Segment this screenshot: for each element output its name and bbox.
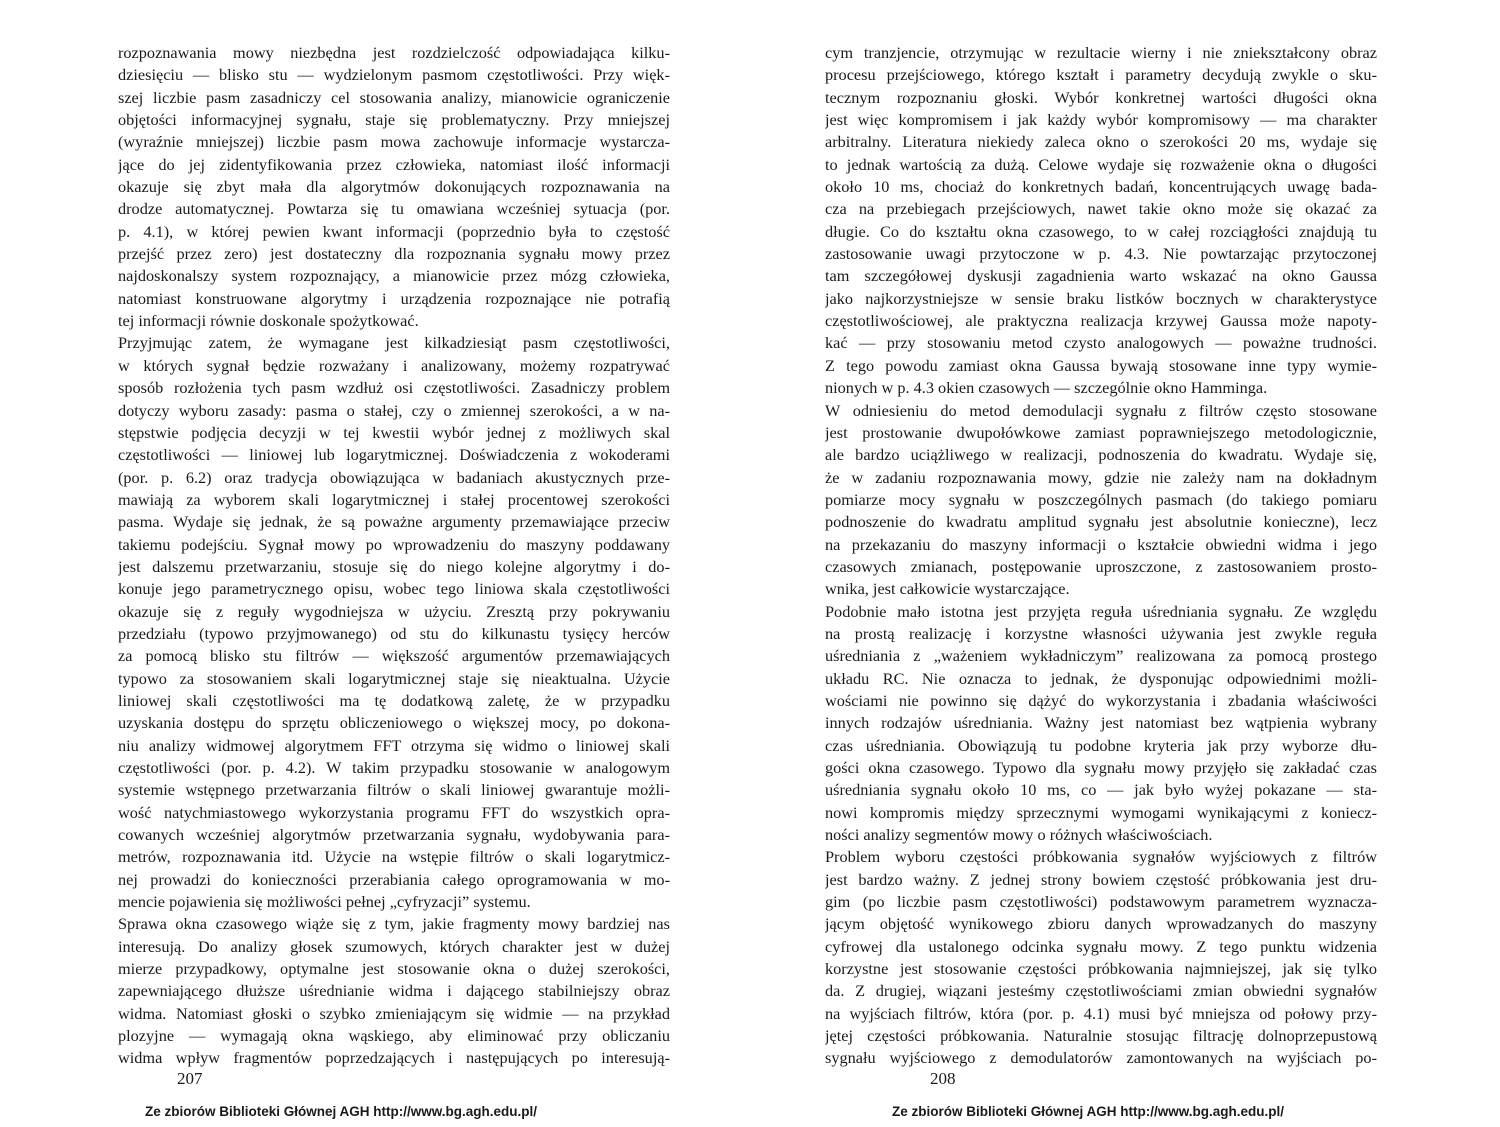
- text-line: wościami nie powinno się dążyć do wykorzystania i zbadania właściwości: [825, 690, 1377, 710]
- text-line: innych rodzajów uśredniania. Ważny jest natomiast bez wątpienia wybrany: [825, 713, 1377, 733]
- page-number: 208: [930, 1069, 956, 1088]
- text-line: pomiarze mocy sygnału w poszczególnych pasmach (do takiego pomiaru: [825, 489, 1377, 509]
- text-line: jest dalszemu przetwarzaniu, stosuje się do niego kolejne algorytmy i do-: [118, 556, 670, 576]
- text-line: przedziału (typowo przyjmowanego) od stu do kilkunastu tysięcy herców: [118, 623, 670, 643]
- text-line: okazuje się z reguły wygodniejsza w użyciu. Zresztą przy pokrywaniu: [118, 601, 670, 621]
- text-line: objętości informacyjnej sygnału, staje się problematyczny. Przy mniejszej: [118, 110, 670, 130]
- text-line: około 10 ms, chociaż do konkretnych badań, koncentrujących uwagę bada-: [825, 177, 1377, 197]
- text-line: jest więc kompromisem i jak każdy wybór kompromisowy — ma charakter: [825, 110, 1377, 130]
- text-line: wość natychmiastowego wykorzystania programu FFT do wszystkich opra-: [118, 802, 670, 822]
- text-line: arbitralny. Literatura niekiedy zaleca okno o szerokości 20 ms, wydaje się: [825, 132, 1377, 152]
- text-line: Przyjmując zatem, że wymagane jest kilkadziesiąt pasm częstotliwości,: [118, 333, 670, 353]
- text-line: nionych w p. 4.3 okien czasowych — szczególnie okno Hamminga.: [825, 378, 1268, 398]
- text-line: widma. Natomiast głoski o szybko zmieniającym się widmie — na przykład: [118, 1003, 670, 1023]
- text-line: za pomocą blisko stu filtrów — większość argumentów przemawiających: [118, 646, 670, 666]
- text-line: na wyjściach filtrów, która (por. p. 4.1) musi być mniejsza od połowy przy-: [825, 1003, 1377, 1023]
- text-line: w których sygnał będzie rozważany i analizowany, możemy rozpatrywać: [118, 355, 670, 375]
- text-line: stępstwie podjęcia decyzji w tej kwestii wybór jednej z możliwych skal: [118, 422, 670, 442]
- text-line: na prostą realizację i korzystne własności używania jest zwykle reguła: [825, 623, 1377, 643]
- text-line: widma wpływ fragmentów poprzedzających i następujących po interesują-: [118, 1048, 670, 1068]
- text-line: korzystne jest stosowanie częstości próbkowania najmniejszej, jak się tylko: [825, 959, 1377, 979]
- text-line: częstotliwości (por. p. 4.2). W takim przypadku stosowanie w analogowym: [118, 758, 670, 777]
- text-line: pasma. Wydaje się jednak, że są poważne argumenty przemawiające przeciw: [118, 512, 670, 532]
- text-line: Problem wyboru częstości próbkowania sygnałów wyjściowych z filtrów: [825, 847, 1377, 867]
- text-line: liniowej skali częstotliwości ma tę dodatkową zaletę, że w przypadku: [118, 690, 670, 710]
- text-line: natomiast konstruowane algorytmy i urządzenia rozpoznające nie potrafią: [118, 288, 670, 308]
- text-line: tam szczegółowej dyskusji zagadnienia warto wskazać na okno Gaussa: [825, 266, 1377, 286]
- left-page-text: [118, 42, 670, 1070]
- text-line: układu RC. Nie oznacza to jednak, że dysponując odpowiednimi możli-: [825, 668, 1377, 688]
- text-line: nej prowadzi do konieczności przerabiania całego oprogramowania w mo-: [118, 869, 670, 889]
- text-line: dziesięciu — blisko stu — wydzielonym pasmom częstotliwości. Przy więk-: [118, 65, 670, 85]
- text-line: metrów, rozpoznawania itd. Użycie na wstępie filtrów o skali logarytmicz-: [118, 847, 670, 867]
- right-page-text: [825, 42, 1377, 1070]
- text-line: ności analizy segmentów mowy o różnych właściwościach.: [825, 825, 1213, 845]
- text-line: konuje jego parametrycznego opisu, wobec tego liniowa skala częstotliwości: [118, 579, 670, 599]
- text-line: długie. Co do kształtu okna czasowego, to w całej rozciągłości znajdują tu: [825, 221, 1377, 241]
- text-line: wnika, jest całkowicie wystarczające.: [825, 579, 1070, 599]
- text-line: p. 4.1), w której pewien kwant informacji (poprzednio była to częstość: [118, 221, 670, 241]
- text-line: da. Z drugiej, wiązani jesteśmy częstotliwościami zmian obwiedni sygnałów: [825, 981, 1377, 1001]
- text-line: typowo za stosowaniem skali logarytmicznej staje się nieaktualna. Użycie: [118, 668, 670, 688]
- text-line: jętej częstości próbkowania. Naturalnie stosując filtrację dolnoprzepustową: [825, 1026, 1377, 1046]
- text-line: gości okna czasowego. Typowo dla sygnału mowy przyjęło się zakładać czas: [825, 758, 1377, 777]
- library-footer: Ze zbiorów Biblioteki Głównej AGH http://www.bg.agh.edu.pl/: [892, 1104, 1284, 1119]
- text-line: kać — przy stosowaniu metod czysto analogowych — poważne trudności.: [825, 333, 1377, 353]
- text-line: tecznym rozpoznaniu głoski. Wybór konkretnej wartości długości okna: [825, 87, 1377, 107]
- text-line: okazuje się zbyt mała dla algorytmów dokonujących rozpoznawania na: [118, 177, 670, 197]
- text-line: Sprawa okna czasowego wiąże się z tym, jakie fragmenty mowy bardziej nas: [118, 914, 670, 934]
- text-line: częstotliwościowej, ale praktyczna realizacja krzywej Gaussa może napoty-: [825, 311, 1377, 331]
- text-line: systemie wstępnego przetwarzania filtrów o skali liniowej gwarantuje możli-: [118, 780, 670, 800]
- text-line: jest bardzo ważny. Z jednej strony bowiem częstość próbkowania jest dru-: [825, 869, 1377, 889]
- text-line: W odniesieniu do metod demodulacji sygnału z filtrów często stosowane: [825, 400, 1377, 420]
- text-line: szej liczbie pasm zasadniczy cel stosowania analizy, mianowicie ograniczenie: [118, 87, 670, 107]
- text-line: uzyskania dostępu do sprzętu obliczeniowego o większej mocy, po dokona-: [118, 713, 670, 733]
- text-line: podnoszenie do kwadratu amplitud sygnału jest absolutnie konieczne), lecz: [825, 512, 1377, 532]
- text-line: jącym objętość wynikowego zbioru danych wprowadzanych do maszyny: [825, 914, 1377, 934]
- text-line: czas uśredniania. Obowiązują tu podobne kryteria jak przy wyborze dłu-: [825, 735, 1377, 755]
- text-line: cza na przebiegach przejściowych, nawet takie okno może się okazać za: [825, 199, 1377, 219]
- text-line: częstotliwości — liniowej lub logarytmicznej. Doświadczenia z wokoderami: [118, 445, 670, 465]
- right-page: [750, 0, 1500, 1127]
- text-line: przejść przez zero) jest dostateczny dla rozpoznania sygnału mowy przez: [118, 244, 670, 264]
- text-line: że w zadaniu rozpoznawania mowy, gdzie nie zależy nam na dokładnym: [825, 467, 1377, 487]
- text-line: mierze przypadkowy, optymalne jest stosowanie okna o dużej szerokości,: [118, 959, 670, 979]
- text-line: mawiają za wyborem skali logarytmicznej i stałej procentowej szerokości: [118, 489, 670, 509]
- text-line: cowanych wcześniej algorytmów przetwarzania sygnału, wydobywania para-: [118, 825, 670, 845]
- text-line: plozyjne — wymagają okna wąskiego, aby eliminować przy obliczaniu: [118, 1026, 670, 1046]
- text-line: uśredniania sygnału około 10 ms, co — jak było wyżej pokazane — sta-: [825, 780, 1377, 800]
- text-line: gim (po liczbie pasm częstotliwości) podstawowym parametrem wyznacza-: [825, 892, 1377, 912]
- text-line: (wyraźnie mniejszej) liczbie pasm mowa zachowuje informacje wystarcza-: [118, 132, 670, 152]
- text-line: drodze automatycznej. Powtarza się tu omawiana wcześniej sytuacja (por.: [118, 199, 670, 219]
- text-line: cyfrowej dla ustalonego odcinka sygnału mowy. Z tego punktu widzenia: [825, 936, 1377, 956]
- text-line: tej informacji równie doskonale spożytkować.: [118, 311, 419, 331]
- page-number: 207: [177, 1069, 203, 1088]
- text-line: ale bardzo uciążliwego w realizacji, podnoszenia do kwadratu. Wydaje się,: [825, 445, 1377, 465]
- text-line: niu analizy widmowej algorytmem FFT otrzyma się widmo o liniowej skali: [118, 735, 670, 755]
- text-line: takiemu podejściu. Sygnał mowy po wprowadzeniu do maszyny poddawany: [118, 534, 670, 554]
- text-line: na przekazaniu do maszyny informacji o kształcie obwiedni widma i jego: [825, 534, 1377, 554]
- text-line: sygnału wyjściowego z demodulatorów zamontowanych na wyjściach po-: [825, 1048, 1377, 1068]
- text-line: Z tego powodu zamiast okna Gaussa bywają stosowane inne typy wymie-: [825, 355, 1377, 375]
- text-line: dotyczy wyboru zasady: pasma o stałej, czy o zmiennej szerokości, a w na-: [118, 400, 670, 420]
- text-line: to jednak wartością za dużą. Celowe wydaje się rozważenie okna o długości: [825, 154, 1377, 174]
- text-line: Podobnie mało istotna jest przyjęta reguła uśredniania sygnału. Ze względu: [825, 601, 1377, 621]
- text-line: uśredniania z „ważeniem wykładniczym” realizowana za pomocą prostego: [825, 646, 1377, 666]
- text-line: (por. p. 6.2) oraz tradycja obowiązująca w badaniach akustycznych prze-: [118, 467, 670, 487]
- text-line: interesują. Do analizy głosek szumowych, których charakter jest w dużej: [118, 936, 670, 956]
- text-line: cym tranzjencie, otrzymując w rezultacie wierny i nie zniekształcony obraz: [825, 43, 1377, 62]
- text-line: sposób rozłożenia tych pasm wzdłuż osi częstotliwości. Zasadniczy problem: [118, 378, 670, 398]
- text-line: nowi kompromis między sprzecznymi wymogami wynikającymi z koniecz-: [825, 802, 1377, 822]
- text-line: jące do jej zidentyfikowania przez człowieka, natomiast ilość informacji: [118, 154, 670, 174]
- text-line: czasowych zmianach, postępowanie uproszczone, z zastosowaniem prosto-: [825, 556, 1377, 576]
- text-line: procesu przejściowego, którego kształt i parametry decydują zwykle o sku-: [825, 65, 1377, 85]
- text-line: jako najkorzystniejsze w sensie braku listków bocznych w charakterystyce: [825, 288, 1377, 308]
- library-footer: Ze zbiorów Biblioteki Głównej AGH http://www.bg.agh.edu.pl/: [145, 1104, 537, 1119]
- text-line: zastosowanie uwagi przytoczone w p. 4.3. Nie powtarzając przytoczonej: [825, 244, 1377, 264]
- text-line: najdoskonalszy system rozpoznający, a mianowicie przez mózg człowieka,: [118, 266, 670, 286]
- text-line: zapewniającego dłuższe uśrednianie widma i dającego stabilniejszy obraz: [118, 981, 670, 1001]
- text-line: jest prostowanie dwupołówkowe zamiast poprawniejszego metodologicznie,: [825, 422, 1377, 442]
- text-line: mencie pojawienia się możliwości pełnej „cyfryzacji” systemu.: [118, 892, 531, 912]
- text-line: rozpoznawania mowy niezbędna jest rozdzielczość odpowiadająca kilku-: [118, 43, 670, 62]
